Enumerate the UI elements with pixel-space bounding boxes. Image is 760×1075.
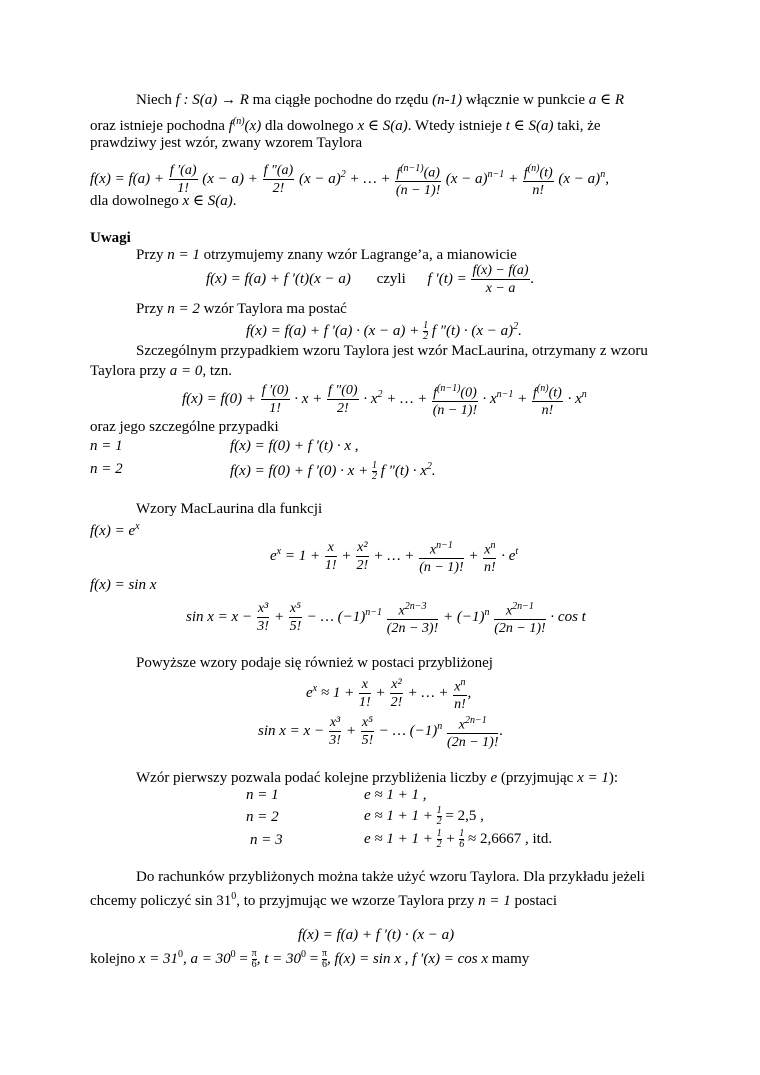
math: f ′(t) = bbox=[427, 271, 467, 287]
text: postaci bbox=[514, 893, 557, 909]
e-row2-label: n = 2 bbox=[246, 809, 279, 825]
math-sup: (n) bbox=[527, 162, 540, 174]
math-sup: 2n−1 bbox=[512, 600, 534, 612]
sixth-fraction bbox=[459, 829, 464, 850]
den: 3! bbox=[329, 733, 341, 749]
den: 1! bbox=[177, 181, 189, 197]
math: f bbox=[533, 385, 537, 401]
math: f(x) = f(0) + bbox=[182, 391, 256, 407]
math: n = 1 bbox=[478, 893, 511, 909]
math: + bbox=[274, 609, 285, 625]
text: Przy bbox=[136, 247, 164, 263]
sin-label: f(x) = sin x bbox=[90, 577, 157, 593]
num: f ″(a) bbox=[263, 163, 294, 179]
math: n = 1 bbox=[167, 247, 200, 263]
num bbox=[432, 380, 478, 403]
math: x ∈ S(a) bbox=[357, 118, 408, 134]
num: f ′(a) bbox=[169, 163, 197, 179]
math: e ≈ 1 + 1 + bbox=[364, 807, 433, 824]
math-sup: 2 bbox=[340, 169, 346, 180]
math: = bbox=[239, 951, 248, 967]
uwagi-heading: Uwagi bbox=[90, 230, 131, 246]
math: x bbox=[454, 679, 461, 695]
text: kolejno bbox=[90, 951, 135, 967]
math: x bbox=[458, 717, 465, 733]
uwagi-line2 bbox=[136, 300, 347, 318]
math: · cos t bbox=[550, 609, 586, 625]
math: (x) bbox=[244, 118, 262, 134]
math: + … + bbox=[349, 171, 391, 187]
sin-approx bbox=[258, 710, 503, 751]
math: = 2,5 , bbox=[445, 807, 484, 824]
fraction bbox=[327, 382, 359, 417]
den: 1! bbox=[324, 558, 337, 574]
math-sup: x bbox=[312, 683, 318, 694]
math: sin x = x − bbox=[186, 609, 253, 625]
den: n! bbox=[532, 183, 545, 199]
text: włącznie w punkcie bbox=[465, 92, 586, 108]
math-sup: 2 bbox=[377, 389, 383, 400]
e-row1-value: e ≈ 1 + 1 , bbox=[364, 787, 427, 803]
math-sup: n bbox=[490, 539, 496, 551]
text: dla dowolnego bbox=[264, 118, 354, 134]
den: n! bbox=[541, 403, 554, 419]
math: x bbox=[505, 603, 513, 619]
math: , f(x) = sin x , bbox=[327, 951, 409, 967]
math-sup: n−1 bbox=[496, 389, 514, 400]
math: + bbox=[375, 685, 386, 701]
math-sup: n bbox=[460, 676, 466, 688]
math-sup: (n−1) bbox=[436, 382, 461, 394]
math-sup: n−1 bbox=[365, 607, 383, 618]
exp-label bbox=[90, 518, 140, 540]
taylor-n1-formula: f(x) = f(a) + f ′(t) · (x − a) bbox=[298, 927, 455, 943]
math: + bbox=[445, 830, 456, 847]
math: · e bbox=[501, 548, 516, 564]
math: + bbox=[468, 548, 479, 564]
text: wzór Taylora ma postać bbox=[203, 301, 347, 317]
uwagi-line3 bbox=[136, 342, 648, 360]
den: (2n − 3)! bbox=[386, 621, 439, 637]
fraction bbox=[387, 598, 438, 638]
num: π bbox=[321, 948, 328, 960]
num: π bbox=[251, 948, 257, 960]
text: oraz istnieje pochodna bbox=[90, 118, 225, 134]
math: (t) bbox=[548, 385, 562, 401]
fraction bbox=[453, 674, 466, 714]
math: + bbox=[517, 391, 528, 407]
math: + … + bbox=[373, 548, 415, 564]
math: e bbox=[306, 685, 313, 701]
num bbox=[532, 380, 563, 403]
e-row1-label: n = 1 bbox=[246, 787, 279, 803]
sin-series bbox=[186, 596, 586, 637]
fraction bbox=[289, 600, 302, 635]
math: f bbox=[433, 385, 437, 401]
math-sup: 2 bbox=[513, 321, 519, 332]
half-fraction bbox=[372, 461, 377, 482]
num: 1 bbox=[371, 460, 377, 472]
exp-series bbox=[270, 535, 518, 576]
math: f(x) = e bbox=[90, 523, 136, 539]
text: taki, że bbox=[557, 118, 601, 134]
num: x⁵ bbox=[289, 601, 301, 617]
last-line2 bbox=[90, 888, 557, 910]
den: 5! bbox=[361, 733, 374, 749]
math: sin 31 bbox=[194, 893, 232, 909]
math-sup: n bbox=[437, 721, 443, 732]
fraction bbox=[359, 676, 371, 711]
text: . bbox=[232, 193, 237, 209]
text: Wzór pierwszy pozwala podać kolejne przybliżenia liczby bbox=[136, 770, 487, 786]
math: f(x) = f(0) + f ′(0) · x + bbox=[230, 463, 369, 479]
fraction bbox=[390, 676, 402, 711]
num: 1 bbox=[423, 320, 429, 332]
half-fraction bbox=[437, 806, 442, 827]
fraction bbox=[329, 714, 341, 749]
e-row3-label: n = 3 bbox=[250, 832, 283, 848]
math-sup: x bbox=[135, 521, 140, 532]
num: f(x) − f(a) bbox=[472, 263, 529, 279]
math-sup: 2n−3 bbox=[404, 600, 427, 612]
text: Taylora przy bbox=[90, 363, 166, 379]
den: 6 bbox=[321, 959, 327, 971]
text: Przy bbox=[136, 301, 164, 317]
half-fraction bbox=[437, 829, 442, 850]
math: (a) bbox=[423, 165, 440, 181]
den: 2 bbox=[436, 816, 442, 827]
den: (n − 1)! bbox=[432, 403, 478, 419]
math: . bbox=[518, 323, 522, 339]
e-approx-intro bbox=[136, 769, 618, 787]
case-n2-formula bbox=[230, 458, 436, 482]
lagrange-formula bbox=[206, 262, 534, 297]
math-sup: t bbox=[515, 546, 519, 557]
math: (x − a) + bbox=[202, 171, 258, 187]
math: f ″(t) · (x − a) bbox=[431, 323, 514, 339]
fraction bbox=[325, 539, 337, 574]
math: + … + bbox=[407, 685, 449, 701]
math: f(x) = f(a) + f ′(a) · (x − a) + bbox=[246, 323, 420, 339]
math: a = 0 bbox=[169, 363, 203, 379]
den: 2 bbox=[423, 331, 429, 343]
math: (0) bbox=[460, 385, 477, 401]
den: (2n − 1)! bbox=[447, 735, 499, 751]
math-sup: (n) bbox=[232, 116, 245, 127]
den: x − a bbox=[485, 281, 516, 297]
math: . bbox=[499, 723, 504, 739]
case-n1-formula: f(x) = f(0) + f ′(t) · x , bbox=[230, 438, 359, 454]
math: − … (−1) bbox=[306, 609, 366, 625]
maclaurin-heading: Wzory MacLaurina dla funkcji bbox=[136, 501, 323, 517]
den: (n − 1)! bbox=[395, 183, 441, 199]
fraction bbox=[523, 160, 554, 200]
text: prawdziwy jest wzór, zwany wzorem Taylora bbox=[90, 135, 363, 151]
fraction bbox=[532, 380, 563, 420]
math: + bbox=[341, 548, 352, 564]
math: + … + bbox=[386, 391, 428, 407]
math: , t = 30 bbox=[256, 951, 301, 967]
math-sup: 2n−1 bbox=[465, 714, 487, 726]
math: f(x) = f(a) + bbox=[90, 171, 164, 187]
fraction bbox=[257, 600, 269, 635]
math: , bbox=[605, 171, 609, 187]
den: 6 bbox=[459, 839, 465, 850]
uwagi-line5: oraz jego szczególne przypadki bbox=[90, 419, 279, 435]
text: Niech bbox=[136, 92, 172, 108]
den: 1! bbox=[269, 401, 281, 417]
math: f bbox=[523, 165, 528, 181]
num: 1 bbox=[436, 805, 442, 816]
num: f ″(0) bbox=[328, 383, 358, 399]
math-sup: n−1 bbox=[436, 539, 453, 551]
math: a ∈ R bbox=[588, 92, 625, 108]
math-sup: n bbox=[484, 607, 490, 618]
math-sup: n−1 bbox=[487, 169, 505, 180]
text: ma ciągłe pochodne do rzędu bbox=[252, 92, 429, 108]
math-sup: 2 bbox=[426, 461, 432, 472]
math: = 1 + bbox=[284, 548, 321, 564]
math: e bbox=[270, 548, 277, 564]
fraction bbox=[471, 262, 529, 297]
den: 6 bbox=[251, 959, 257, 971]
e-row3-value bbox=[364, 829, 552, 850]
num: 1 bbox=[459, 828, 465, 839]
case-n2-label: n = 2 bbox=[90, 461, 123, 477]
math-sup: (n) bbox=[536, 382, 549, 394]
last-line1: Do rachunków przybliżonych można także użyć wzoru Taylora. Dla przykładu jeżeli bbox=[136, 869, 645, 885]
num: x³ bbox=[329, 715, 341, 731]
math: (x − a) bbox=[298, 171, 341, 187]
math: (x − a) bbox=[558, 171, 601, 187]
den: 3! bbox=[257, 619, 269, 635]
num bbox=[387, 598, 438, 621]
text: mamy bbox=[491, 951, 530, 967]
math: + bbox=[346, 723, 357, 739]
fraction bbox=[447, 712, 498, 752]
text: ): bbox=[608, 770, 619, 786]
half-fraction bbox=[423, 321, 428, 342]
num bbox=[419, 537, 463, 560]
math-sup: n bbox=[581, 389, 587, 400]
text: dla dowolnego bbox=[90, 193, 179, 209]
math: f bbox=[396, 165, 401, 181]
math-sup: 0 bbox=[300, 949, 306, 960]
p1-line2 bbox=[90, 113, 601, 135]
math: f ″(t) · x bbox=[380, 463, 427, 479]
num bbox=[453, 674, 466, 697]
num bbox=[523, 160, 554, 183]
math: . bbox=[431, 463, 436, 479]
math: , a = 30 bbox=[183, 951, 231, 967]
math: , bbox=[467, 685, 472, 701]
text: , tzn. bbox=[202, 363, 232, 379]
math: x bbox=[484, 542, 491, 558]
text: Szczególnym przypadkiem wzoru Taylora jest wzór MacLaurina, otrzymany z wzoru bbox=[136, 343, 648, 359]
num bbox=[483, 537, 496, 560]
fraction bbox=[261, 382, 290, 417]
last-line4 bbox=[90, 946, 529, 970]
den: 2 bbox=[436, 839, 442, 850]
den: (n − 1)! bbox=[419, 560, 464, 576]
approx-intro: Powyższe wzory podaje się również w postaci przybliżonej bbox=[136, 655, 493, 671]
math: e bbox=[490, 770, 498, 786]
fraction bbox=[494, 598, 545, 638]
math: x ∈ S(a) bbox=[182, 193, 233, 209]
p1-line3 bbox=[90, 134, 362, 152]
math: · x + bbox=[294, 391, 323, 407]
den: 2! bbox=[336, 401, 349, 417]
p1-line1 bbox=[136, 91, 624, 109]
num: x² bbox=[357, 540, 368, 556]
math: ≈ 2,6667 , bbox=[468, 830, 529, 847]
math: + (−1) bbox=[442, 609, 485, 625]
math: f bbox=[228, 118, 233, 134]
fraction bbox=[432, 380, 478, 420]
den: 1! bbox=[358, 695, 371, 711]
text: (przyjmując bbox=[500, 770, 574, 786]
num bbox=[447, 712, 498, 735]
math: t ∈ S(a) bbox=[505, 118, 554, 134]
maclaurin-formula bbox=[182, 378, 587, 419]
num: x⁵ bbox=[361, 715, 373, 731]
math: (t) bbox=[539, 165, 553, 181]
math: · x bbox=[363, 391, 378, 407]
e-row2-value bbox=[364, 806, 484, 827]
text: otrzymujemy znany wzór Lagrange’a, a mianowicie bbox=[203, 247, 517, 263]
math-sup: 0 bbox=[231, 891, 237, 902]
math: f(x) = f(a) + f ′(t)(x − a) bbox=[206, 271, 351, 287]
math: ≈ 1 + bbox=[320, 685, 355, 701]
text: czyli bbox=[376, 271, 406, 287]
den: (2n − 1)! bbox=[494, 621, 546, 637]
num: x bbox=[359, 676, 371, 694]
math-sup: (n−1) bbox=[400, 162, 424, 174]
math: x = 31 bbox=[138, 951, 179, 967]
den: n! bbox=[454, 697, 466, 713]
math: − … (−1) bbox=[378, 723, 438, 739]
num: x³ bbox=[257, 601, 269, 617]
text: . Wtedy istnieje bbox=[407, 118, 502, 134]
den: 2! bbox=[272, 181, 285, 197]
den: n! bbox=[484, 560, 496, 576]
num: x bbox=[325, 539, 337, 557]
fraction bbox=[483, 537, 496, 577]
den: 2 bbox=[371, 471, 377, 483]
math: n = 2 bbox=[167, 301, 200, 317]
taylor-n2-formula bbox=[246, 318, 522, 342]
math: . bbox=[530, 271, 535, 287]
num bbox=[395, 160, 441, 183]
math: · x bbox=[567, 391, 582, 407]
text: itd. bbox=[532, 830, 553, 847]
math-sup: x bbox=[276, 546, 282, 557]
math-sup: 0 bbox=[230, 949, 236, 960]
math-sup: 0 bbox=[178, 949, 184, 960]
fraction bbox=[361, 714, 374, 749]
math: x = 1 bbox=[577, 770, 609, 786]
den: 2! bbox=[390, 695, 403, 711]
num bbox=[494, 598, 545, 621]
exp-approx bbox=[306, 672, 471, 713]
p1-line5 bbox=[90, 192, 237, 210]
num: x² bbox=[391, 677, 402, 693]
math: + bbox=[508, 171, 519, 187]
case-n1-label: n = 1 bbox=[90, 438, 123, 454]
math-sup: n bbox=[600, 169, 606, 180]
math: sin x = x − bbox=[258, 723, 325, 739]
num: f ′(0) bbox=[261, 383, 289, 399]
math: x bbox=[429, 542, 437, 558]
math: f ′(x) = cos x bbox=[412, 951, 488, 967]
den: 5! bbox=[289, 619, 302, 635]
math: · x bbox=[482, 391, 497, 407]
text: chcemy policzyć bbox=[90, 893, 192, 909]
math: = bbox=[309, 951, 319, 967]
fraction bbox=[419, 537, 463, 577]
fraction bbox=[263, 162, 295, 197]
math: x bbox=[398, 603, 405, 619]
text: , to przyjmując we wzorze Taylora przy bbox=[236, 893, 475, 909]
math: f : S(a) → R bbox=[175, 92, 249, 108]
fraction bbox=[356, 539, 368, 574]
num: 1 bbox=[436, 828, 442, 839]
math: (x − a) bbox=[445, 171, 488, 187]
den: 2! bbox=[356, 558, 369, 574]
math: (n-1) bbox=[432, 92, 463, 108]
math: e ≈ 1 + 1 + bbox=[364, 830, 433, 847]
fraction bbox=[395, 160, 441, 200]
